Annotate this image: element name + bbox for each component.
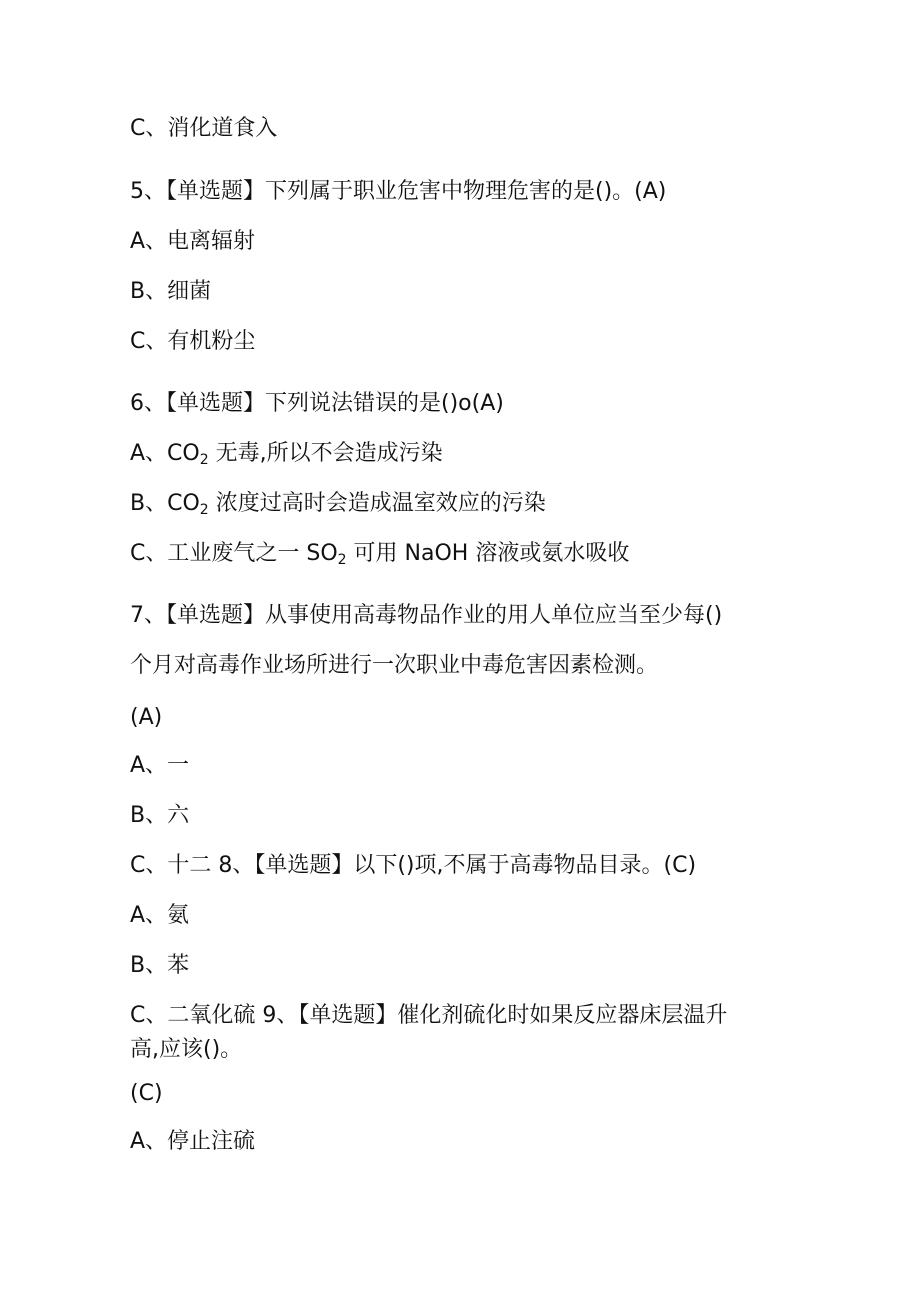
question-7-answer: (A) xyxy=(130,705,163,730)
option-a-q9: A、停止注硫 xyxy=(130,1129,256,1154)
option-a-q5: A、电离辐射 xyxy=(130,229,256,254)
option-c-q6 xyxy=(130,539,629,569)
option-b-q5: B、细菌 xyxy=(130,279,212,304)
option-c-q4: C、消化道食入 xyxy=(130,116,278,141)
option-c-q8-question-9: C、二氧化硫 9、【单选题】催化剂硫化时如果反应器床层温升 xyxy=(130,1003,728,1028)
option-b-q6-rest: 浓度过高时会造成温室效应的污染 xyxy=(208,491,546,516)
question-7-text-line1: 7、【单选题】从事使用高毒物品作业的用人单位应当至少每() xyxy=(130,603,723,628)
option-b-q8: B、苯 xyxy=(130,953,190,978)
option-c-q7-question-8: C、十二 8、【单选题】以下()项,不属于高毒物品目录。(C) xyxy=(130,853,697,878)
option-c-q5: C、有机粉尘 xyxy=(130,329,256,354)
question-9-text-line2: 高,应该()。 xyxy=(130,1037,243,1062)
option-a-q6-prefix: A、CO xyxy=(130,441,200,466)
option-a-q7: A、一 xyxy=(130,753,190,778)
option-b-q7: B、六 xyxy=(130,803,190,828)
option-a-q6 xyxy=(130,439,443,469)
option-a-q8: A、氨 xyxy=(130,903,190,928)
subscript-2: 2 xyxy=(199,452,209,468)
question-7-text-line2: 个月对高毒作业场所进行一次职业中毒危害因素检测。 xyxy=(130,653,659,678)
option-b-q6-prefix: B、CO xyxy=(130,491,200,516)
option-c-q6-rest: 可用 NaOH 溶液或氨水吸收 xyxy=(346,541,630,566)
question-9-answer: (C) xyxy=(130,1081,163,1106)
option-c-q6-prefix: C、工业废气之一 SO xyxy=(130,541,338,566)
question-6-text: 6、【单选题】下列说法错误的是()o(A) xyxy=(130,391,504,416)
option-a-q6-rest: 无毒,所以不会造成污染 xyxy=(208,441,443,466)
option-b-q6 xyxy=(130,489,546,519)
subscript-2: 2 xyxy=(199,502,209,518)
subscript-2: 2 xyxy=(337,552,347,568)
question-5-text: 5、【单选题】下列属于职业危害中物理危害的是()。(A) xyxy=(130,179,667,204)
